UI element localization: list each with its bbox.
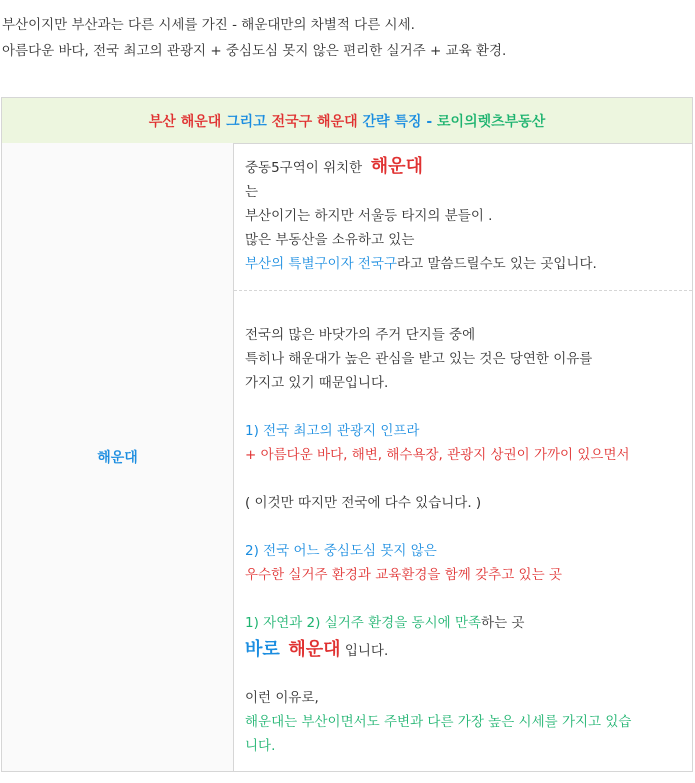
text-line: [245, 252, 692, 276]
text-suffix: 라고 말씀드릴수도 있는 곳입니다.: [397, 256, 597, 272]
text-line: [245, 611, 692, 635]
note-line: ( 이것만 따지만 전국에 다수 있습니다. ): [245, 495, 482, 511]
point-1-title: 1) 전국 최고의 관광지 인프라: [245, 423, 420, 439]
text-line: 특히나 해운대가 높은 관심을 받고 있는 것은 당연한 이유를: [245, 351, 593, 367]
text-line: 전국의 많은 바닷가의 주거 단지들 중에: [245, 327, 476, 343]
highlight-special-district: 부산의 특별구이자 전국구: [245, 256, 398, 272]
conclusion-line-2: 니다.: [245, 738, 276, 754]
header-features: 간략 특징 -: [357, 113, 438, 130]
highlight-haeundae: 해운대: [370, 156, 423, 177]
text-suffix: 입니다.: [340, 643, 389, 659]
row-label-cell: [2, 143, 234, 771]
text-location: 중동5구역이 위치한: [245, 160, 367, 176]
content-cell-intro: [234, 143, 692, 291]
text-line: 부산이기는 하지만 서울등 타지의 분들이 .: [245, 208, 493, 224]
table-header: [2, 98, 692, 144]
text-line: 많은 부동산을 소유하고 있는: [245, 232, 415, 248]
header-and: 그리고: [221, 113, 272, 130]
text-line: 는: [245, 184, 259, 200]
highlight-baro: 바로: [245, 639, 280, 660]
text-suffix: 하는 곳: [481, 615, 525, 631]
header-brand: 로이의렛츠부동산: [437, 113, 546, 130]
text-line: [245, 155, 692, 180]
intro-line-1: 부산이지만 부산과는 다른 시세를 가진 - 해운대만의 차별적 다른 시세.: [2, 17, 415, 33]
point-1-detail: + 아름다운 바다, 해변, 해수욕장, 관광지 상권이 가까이 있으면서: [245, 447, 630, 463]
header-busan-haeundae: 부산 해운대: [148, 113, 222, 130]
intro-line-2: 아름다운 바다, 전국 최고의 관광지 + 중심도심 못지 않은 편리한 실거주 + 교육 환경.: [2, 43, 507, 59]
text-line: 가지고 있기 때문입니다.: [245, 375, 389, 391]
row-label: 해운대: [97, 450, 138, 466]
conclusion-line-1: 해운대는 부산이면서도 주변과 다른 가장 높은 시세를 가지고 있습: [245, 714, 632, 730]
point-2-detail: 우수한 실거주 환경과 교육환경을 함께 갖추고 있는 곳: [245, 567, 562, 583]
feature-table: [1, 97, 693, 772]
header-national-haeundae: 전국구 해운대: [271, 113, 358, 130]
highlight-satisfies-both: 1) 자연과 2) 실거주 환경을 동시에 만족: [245, 615, 482, 631]
text-line: 이런 이유로,: [245, 690, 319, 706]
text-line: [245, 635, 692, 666]
content-cell-details: [234, 291, 692, 771]
highlight-haeundae-2: 해운대: [288, 639, 341, 660]
point-2-title: 2) 전국 어느 중심도심 못지 않은: [245, 543, 437, 559]
intro-text: [2, 12, 506, 64]
